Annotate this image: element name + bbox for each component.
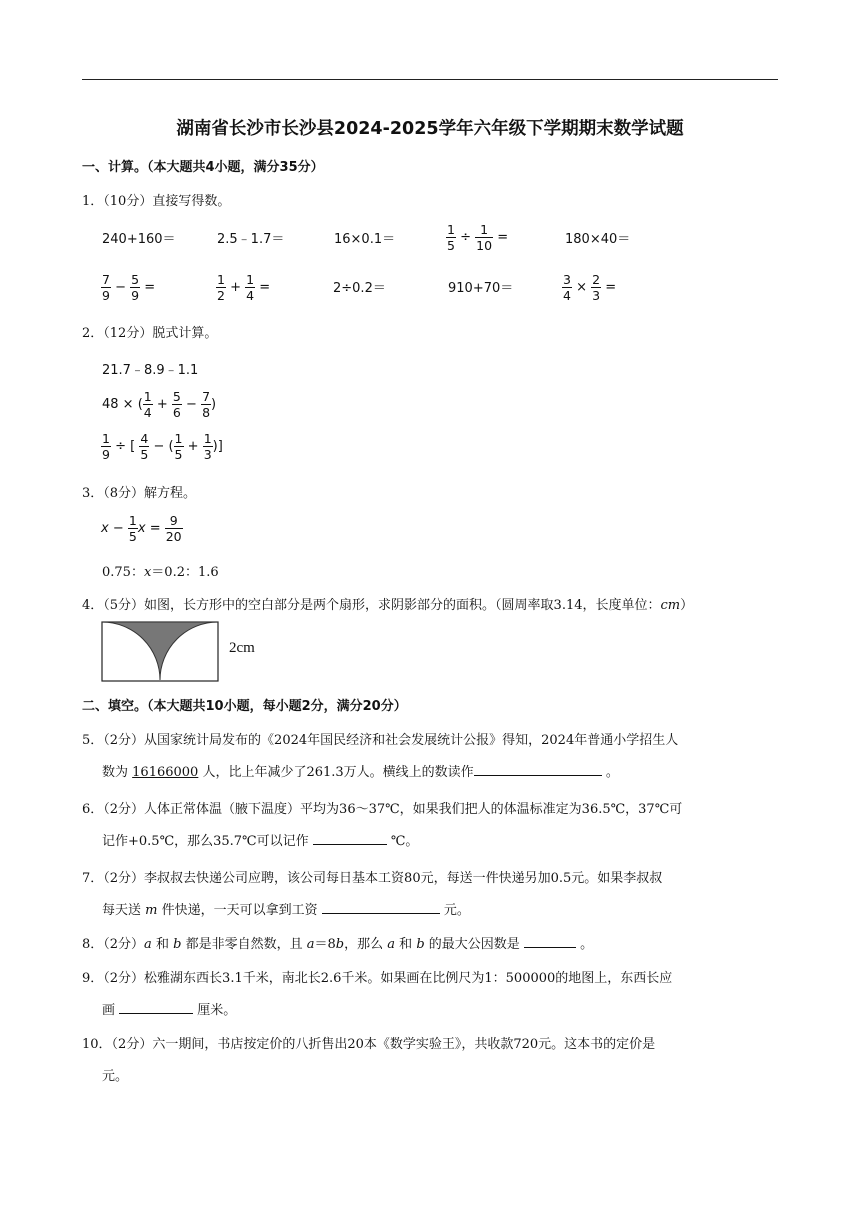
question-10-line-1: 10．（2分）六一期间，书店按定价的八折售出20本《数学实验王》，共收款720元。这本书的定价是 [82, 1037, 656, 1052]
figure-dimension-label: 2cm [229, 640, 255, 656]
answer-blank-9[interactable] [119, 999, 193, 1014]
answer-blank-5[interactable] [474, 761, 602, 776]
question-9-line-1: 9．（2分）松雅湖东西长3.1千米，南北长2.6千米。如果画在比例尺为1：500000的地图上，东西长应 [82, 971, 673, 986]
q1-item-5: 180×40＝ [565, 232, 631, 247]
q3-equation-1: x − $\frac{1}{5}$ x = $\frac{9}{20}$ [101, 513, 182, 544]
question-3-label: 3．（8分）解方程。 [82, 486, 197, 501]
q1-item-2: 2.5﹣1.7＝ [217, 232, 285, 247]
q3-equation-2: 0.75：x＝0.2：1.6 [102, 565, 219, 580]
underlined-number: 16166000 [132, 765, 199, 780]
answer-blank-7[interactable] [322, 899, 440, 914]
question-9-line-2: 画 厘米。 [102, 999, 236, 1018]
q1-item-9: 910+70＝ [448, 281, 514, 296]
section-heading-calc: 一、计算。（本大题共4小题，满分35分） [82, 160, 324, 175]
question-5-line-1: 5．（2分）从国家统计局发布的《2024年国民经济和社会发展统计公报》得知，2024年普通小学招生人 [82, 733, 679, 748]
question-6-line-1: 6．（2分）人体正常体温（腋下温度）平均为36～37℃，如果我们把人的体温标准定为36.5℃，37℃可 [82, 802, 683, 817]
question-6-line-2: 记作+0.5℃，那么35.7℃可以记作 ℃。 [102, 830, 418, 849]
header-rule [82, 79, 778, 80]
q1-item-10: $\frac{3}{4}$ × $\frac{2}{3}$ = [563, 272, 617, 303]
answer-blank-8[interactable] [524, 933, 576, 948]
question-7-line-1: 7．（2分）李叔叔去快递公司应聘，该公司每日基本工资80元，每送一件快递另加0.5元。如果李叔叔 [82, 871, 663, 886]
q2-expression-1: 21.7﹣8.9﹣1.1 [102, 363, 199, 378]
answer-blank-6[interactable] [313, 830, 387, 845]
question-1-label: 1．（10分）直接写得数。 [82, 194, 231, 209]
question-2-label: 2．（12分）脱式计算。 [82, 326, 218, 341]
section-heading-fill: 二、填空。（本大题共10小题，每小题2分，满分20分） [82, 699, 407, 714]
page-title: 湖南省长沙市长沙县2024-2025学年六年级下学期期末数学试题 [176, 119, 684, 139]
q1-item-3: 16×0.1＝ [334, 232, 396, 247]
question-7-line-2: 每天送 m 件快递，一天可以拿到工资 元。 [102, 899, 470, 918]
q1-item-7: $\frac{1}{2}$ + $\frac{1}{4}$ = [217, 272, 271, 303]
question-10-line-2: 元。 [102, 1069, 129, 1084]
q1-item-8: 2÷0.2＝ [333, 281, 386, 296]
sector-rectangle-figure [101, 621, 271, 687]
q1-item-4: $\frac{1}{5}$ ÷ $\frac{1}{10}$ = [447, 222, 509, 253]
question-5-line-2: 数为 16166000 人，比上年减少了261.3万人。横线上的数读作 。 [102, 761, 619, 780]
q2-expression-2: 48 × ( $\frac{1}{4}$ + $\frac{5}{6}$ − $\frac{7}{8}$ ) [102, 389, 217, 420]
q2-expression-3: $\frac{1}{9}$ ÷ [ $\frac{4}{5}$ − ( $\frac{1}{5}$ + $\frac{1}{3}$ )] [102, 431, 223, 462]
q1-item-6: $\frac{7}{9}$ − $\frac{5}{9}$ = [102, 272, 156, 303]
q1-item-1: 240+160＝ [102, 232, 176, 247]
question-8: 8．（2分）a 和 b 都是非零自然数，且 a＝8b，那么 a 和 b 的最大公因数是 。 [82, 933, 593, 952]
question-4-label: 4．（5分）如图，长方形中的空白部分是两个扇形，求阴影部分的面积。（圆周率取3.14，长度单位：cm） [82, 598, 694, 613]
